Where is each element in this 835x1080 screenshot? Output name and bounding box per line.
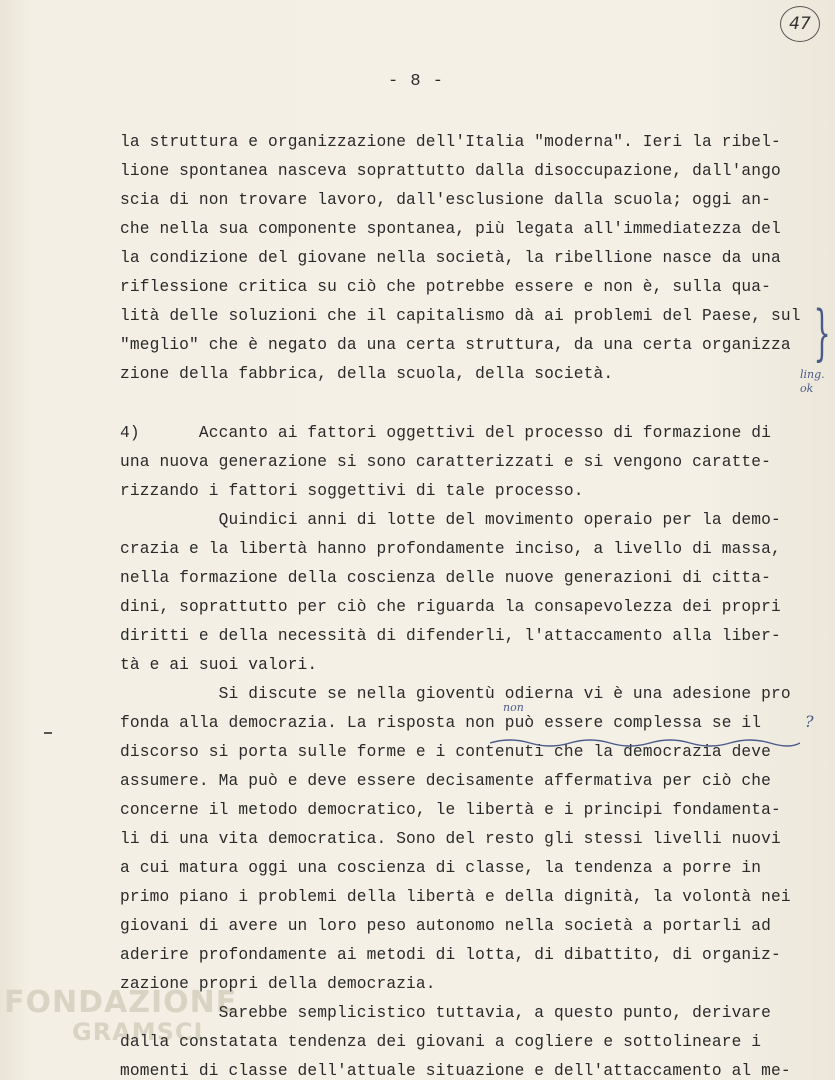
- text-line: nella formazione della coscienza delle nuove generazioni di citta-: [120, 569, 772, 587]
- text-line: rizzando i fattori soggettivi di tale processo.: [120, 482, 584, 500]
- text-line: Quindici anni di lotte del movimento operaio per la demo-: [120, 511, 781, 529]
- text-line: primo piano i problemi della libertà e della dignità, la volontà nei: [120, 888, 791, 906]
- text-line: lione spontanea nasceva soprattutto dalla disoccupazione, dall'ango: [120, 162, 781, 180]
- circled-page-number: 47: [780, 6, 820, 42]
- text-line: dalla constatata tendenza dei giovani a cogliere e sottolineare i: [120, 1033, 762, 1051]
- handwritten-insert-word: non: [503, 701, 524, 714]
- text-line: dini, soprattutto per ciò che riguarda la consapevolezza dei propri: [120, 598, 781, 616]
- text-line: tà e ai suoi valori.: [120, 656, 318, 674]
- text-line: Si discute se nella gioventù odierna vi è una adesione pro: [120, 685, 791, 703]
- text-line: crazia e la libertà hanno profondamente inciso, a livello di massa,: [120, 540, 781, 558]
- text-line: assumere. Ma può e deve essere decisamente affermativa per ciò che: [120, 772, 772, 790]
- text-line: concerne il metodo democratico, le libertà e i principi fondamenta-: [120, 801, 781, 819]
- text-line: zazione propri della democrazia.: [120, 975, 436, 993]
- margin-brace: }: [813, 298, 831, 368]
- watermark-line2: GRAMSCI: [72, 1018, 204, 1046]
- margin-question: ?: [805, 712, 814, 731]
- text-line: diritti e della necessità di difenderli, l'attaccamento alla liber-: [120, 627, 781, 645]
- text-line: "meglio" che è negato da una certa struttura, da una certa organizza: [120, 336, 791, 354]
- text-line: zione della fabbrica, della scuola, della società.: [120, 365, 614, 383]
- text-line: Sarebbe semplicistico tuttavia, a questo punto, derivare: [120, 1004, 772, 1022]
- text-line: giovani di avere un loro peso autonomo nella società a portarli ad: [120, 917, 772, 935]
- text-line: momenti di classe dell'attuale situazione e dell'attaccamento al me-: [120, 1062, 791, 1080]
- text-line: la condizione del giovane nella società, la ribellione nasce da una: [120, 249, 781, 267]
- text-line: una nuova generazione si sono caratterizzati e si vengono caratte-: [120, 453, 772, 471]
- text-line: discorso si porta sulle forme e i contenuti che la democrazia deve: [120, 743, 772, 761]
- text-line: li di una vita democratica. Sono del resto gli stessi livelli nuovi: [120, 830, 781, 848]
- left-margin-mark: [44, 732, 52, 734]
- handwritten-underline-wave: [490, 735, 800, 751]
- text-line: aderire profondamente ai metodi di lotta, di dibattito, di organiz-: [120, 946, 781, 964]
- text-line: lità delle soluzioni che il capitalismo dà ai problemi del Paese, sul: [120, 307, 801, 325]
- text-line: a cui matura oggi una coscienza di classe, la tendenza a porre in: [120, 859, 762, 877]
- text-line: 4) Accanto ai fattori oggettivi del processo di formazione di: [120, 424, 772, 442]
- watermark-line1: FONDAZIONE: [4, 985, 238, 1020]
- page-number: - 8 -: [388, 72, 445, 91]
- text-line: che nella sua componente spontanea, più legata all'immediatezza del: [120, 220, 781, 238]
- text-line: scia di non trovare lavoro, dall'esclusione dalla scuola; oggi an-: [120, 191, 772, 209]
- text-line: la struttura e organizzazione dell'Italia "moderna". Ieri la ribel-: [120, 133, 781, 151]
- text-line: riflessione critica su ciò che potrebbe essere e non è, sulla qua-: [120, 278, 772, 296]
- text-line: fonda alla democrazia. La risposta non può essere complessa se il: [120, 714, 762, 732]
- margin-note: ling. ok: [800, 368, 825, 395]
